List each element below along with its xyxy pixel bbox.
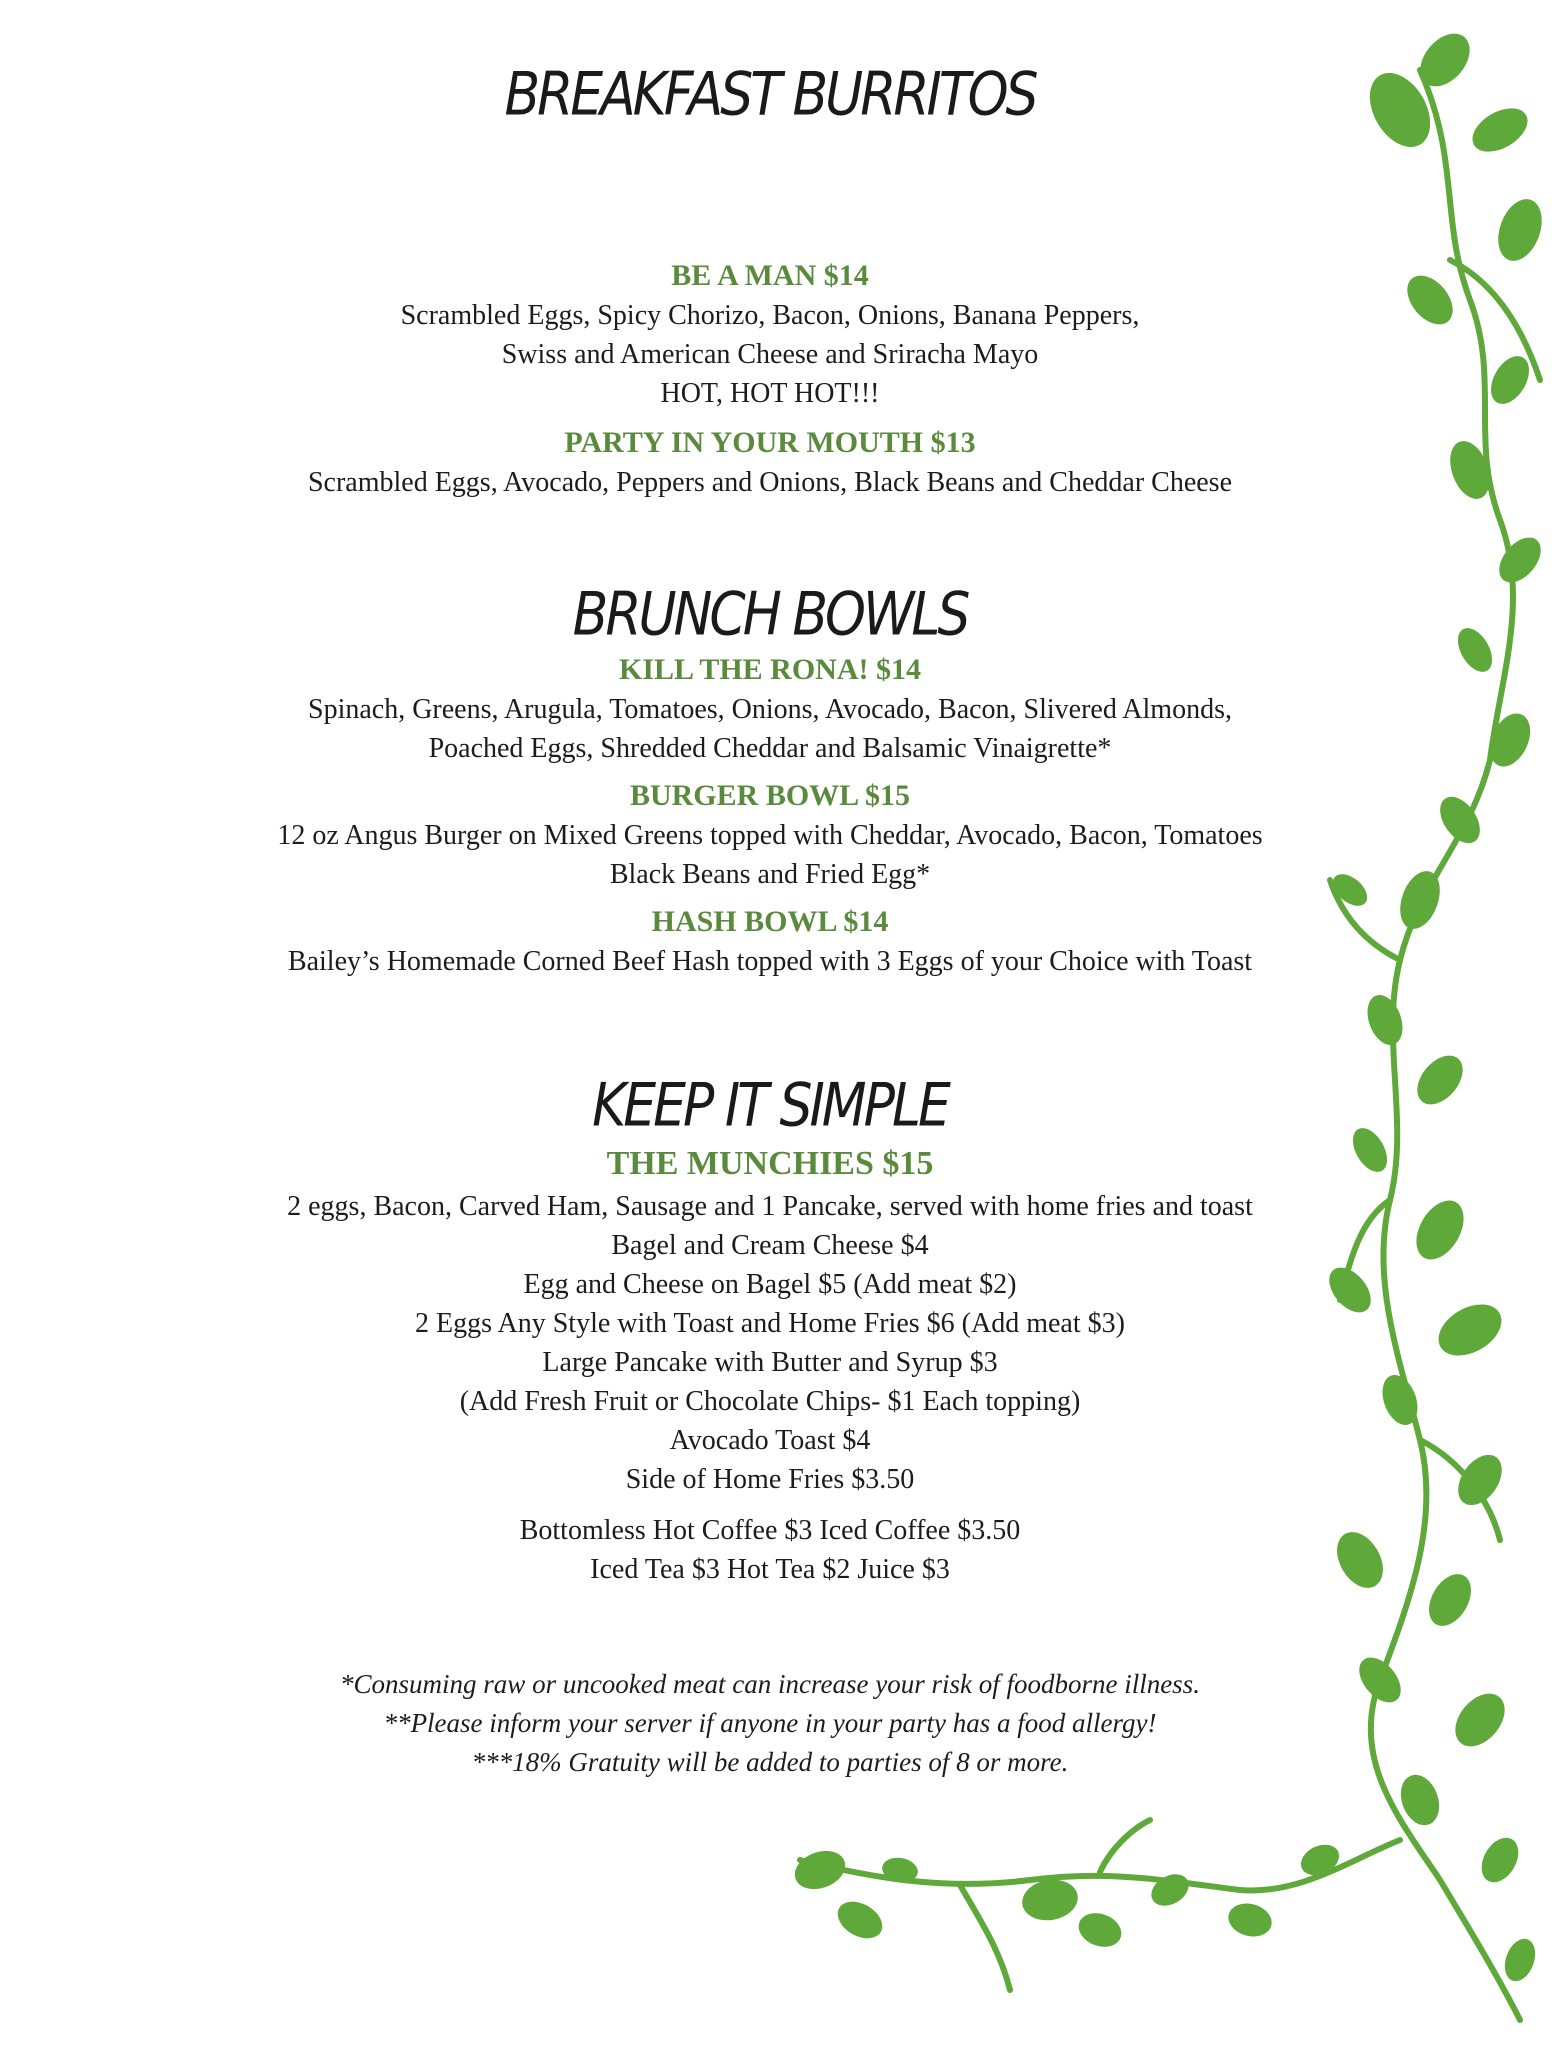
item-description-line: Scrambled Eggs, Spicy Chorizo, Bacon, Onions, Banana Peppers,: [400, 300, 1140, 331]
item-description-line: Swiss and American Cheese and Sriracha Mayo: [501, 339, 1039, 370]
item-description-line: Scrambled Eggs, Avocado, Peppers and Onions, Black Beans and Cheddar Cheese: [307, 467, 1233, 498]
item-kill-the-rona: KILL THE RONA! $14: [618, 653, 921, 686]
item-description-line: 12 oz Angus Burger on Mixed Greens topped with Cheddar, Avocado, Bacon, Tomatoes: [277, 820, 1263, 851]
item-the-munchies: THE MUNCHIES $15: [606, 1145, 934, 1182]
item-hash-bowl: HASH BOWL $14: [651, 905, 889, 938]
drinks-line: Bottomless Hot Coffee $3 Iced Coffee $3.50: [519, 1515, 1021, 1546]
item-description-line: 2 eggs, Bacon, Carved Ham, Sausage and 1 Pancake, served with home fries and toast: [287, 1191, 1253, 1222]
footnote-raw-meat: *Consuming raw or uncooked meat can increase your risk of foodborne illness.: [340, 1669, 1200, 1699]
section-title-simple: KEEP IT SIMPLE: [592, 1071, 948, 1141]
footnote-gratuity: ***18% Gratuity will be added to parties of 8 or more.: [471, 1747, 1069, 1777]
item-description-line: Side of Home Fries $3.50: [625, 1464, 915, 1495]
item-party-in-your-mouth: PARTY IN YOUR MOUTH $13: [564, 426, 976, 459]
item-description-line: 2 Eggs Any Style with Toast and Home Fries $6 (Add meat $3): [415, 1308, 1125, 1339]
footnote-allergy: **Please inform your server if anyone in your party has a food allergy!: [383, 1708, 1157, 1738]
section-title-bowls: BRUNCH BOWLS: [572, 580, 968, 650]
item-description-line: Large Pancake with Butter and Syrup $3: [542, 1347, 998, 1378]
item-description-line: Poached Eggs, Shredded Cheddar and Balsamic Vinaigrette*: [428, 733, 1112, 764]
section-title-burritos: BREAKFAST BURRITOS: [504, 60, 1036, 130]
item-description-line: Egg and Cheese on Bagel $5 (Add meat $2): [523, 1269, 1017, 1300]
item-description-line: Bailey’s Homemade Corned Beef Hash topped with 3 Eggs of your Choice with Toast: [287, 946, 1253, 977]
item-description-line: Spinach, Greens, Arugula, Tomatoes, Onions, Avocado, Bacon, Slivered Almonds,: [308, 694, 1232, 725]
item-description-line: Bagel and Cream Cheese $4: [611, 1230, 929, 1261]
item-description-line: HOT, HOT HOT!!!: [660, 378, 880, 409]
item-be-a-man: BE A MAN $14: [671, 259, 869, 292]
item-description-line: (Add Fresh Fruit or Chocolate Chips- $1 Each topping): [459, 1386, 1081, 1417]
item-description-line: Avocado Toast $4: [669, 1425, 871, 1456]
menu-content: [160, 60, 1400, 1782]
drinks-line: Iced Tea $3 Hot Tea $2 Juice $3: [590, 1554, 950, 1585]
item-burger-bowl: BURGER BOWL $15: [629, 779, 911, 812]
item-description-line: Black Beans and Fried Egg*: [609, 859, 931, 890]
